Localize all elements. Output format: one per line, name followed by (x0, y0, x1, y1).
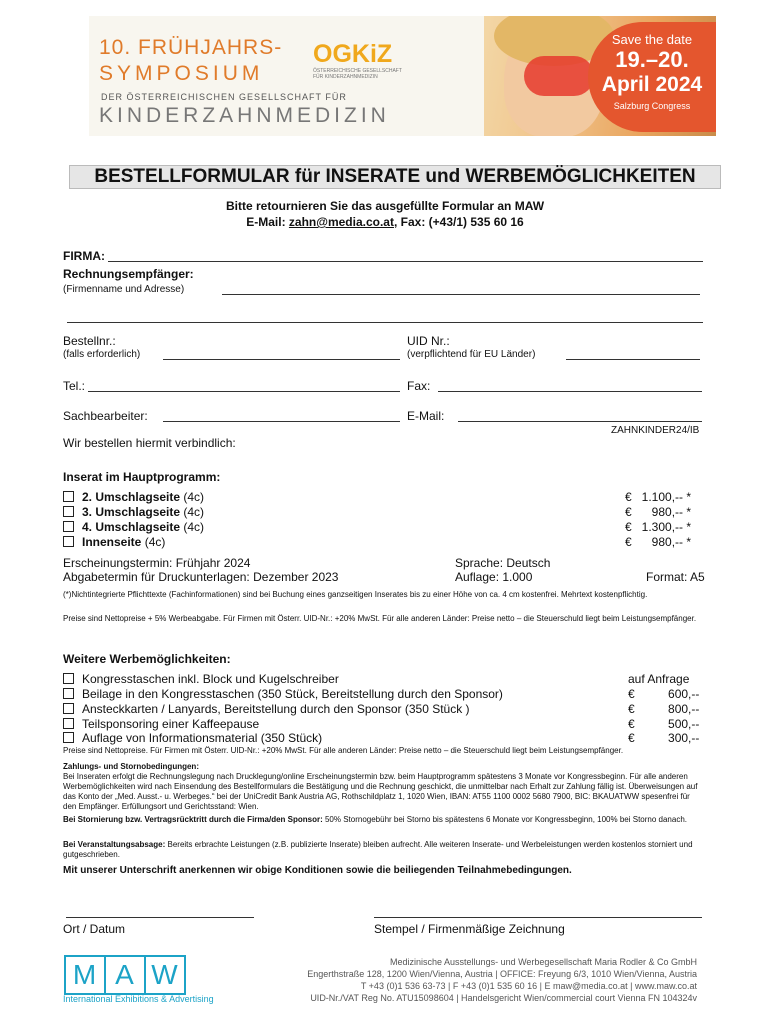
bestellnr-label: Bestellnr.: (63, 334, 116, 348)
email-link[interactable]: zahn@media.co.at (288, 215, 394, 229)
banner-line2: SYMPOSIUM (99, 62, 264, 85)
weitere-option[interactable]: Kongresstaschen inkl. Block und Kugelschreiber (63, 672, 339, 686)
fax-label: Fax: (407, 379, 431, 393)
inserat-price: € 980,-- * (625, 535, 692, 549)
rechnung-field[interactable] (222, 294, 700, 295)
footer-contact: T +43 (0)1 536 63-73 | F +43 (0)1 535 60 16 | E maw@media.co.at | www.maw.co.at (360, 981, 697, 991)
ort-datum-field[interactable] (66, 917, 254, 918)
maw-logo: M A W (64, 955, 186, 995)
format: Format: A5 (646, 570, 705, 584)
sachbearbeiter-field[interactable] (163, 421, 400, 422)
storno-paragraph: Bei Stornierung bzw. Vertragsrücktritt durch die Firma/den Sponsor: 50% Stornogebühr bei Storno bis spätestens 6 Monate vor Kongressbeginn, 100% bei Storno danach. (63, 815, 687, 824)
firma-label: FIRMA: (63, 249, 105, 263)
order-code: ZAHNKINDER24/IB (611, 425, 700, 436)
erscheinungstermin: Erscheinungstermin: Frühjahr 2024 (63, 556, 251, 570)
footer-uid: UID-Nr./VAT Reg No. ATU15098604 | Handelsgericht Wien/commercial court Vienna FN 104324v (310, 993, 697, 1003)
checkbox[interactable] (63, 506, 74, 517)
weitere-price: € 600,-- (628, 687, 700, 701)
absage-paragraph: Bei Veranstaltungsabsage: Bereits erbrachte Leistungen (z.B. publizierte Inserate) bleiben aufrecht. Alle weiteren Inserate- und Werbeleistungen werden kostenlos storniert und gutgeschrieben. (63, 840, 693, 859)
stempel-label: Stempel / Firmenmäßige Zeichnung (374, 922, 565, 936)
footer-company: Medizinische Ausstellungs- und Werbegesellschaft Maria Rodler & Co GmbH (390, 957, 697, 967)
weitere-option[interactable]: Teilsponsoring einer Kaffeepause (63, 717, 259, 731)
event-dates: 19.–20. (615, 47, 689, 72)
rechnung-field-2[interactable] (67, 322, 703, 323)
fax-field[interactable] (438, 391, 702, 392)
email-label: E-Mail: (407, 409, 445, 423)
ogkiz-logo: OGKiZ (313, 40, 393, 68)
save-the-date: Save the date (611, 32, 693, 47)
uid-field[interactable] (566, 359, 700, 360)
weitere-option[interactable]: Auflage von Informationsmaterial (350 Stück) (63, 731, 322, 745)
checkbox[interactable] (63, 732, 74, 743)
sachbearbeiter-label: Sachbearbeiter: (63, 409, 148, 423)
bestellnr-field[interactable] (163, 359, 400, 360)
banner-subtitle: DER ÖSTERREICHISCHEN GESELLSCHAFT FÜR (101, 92, 347, 102)
stempel-field[interactable] (374, 917, 702, 918)
banner-big: KINDERZAHNMEDIZIN (99, 104, 390, 127)
firma-field[interactable] (108, 261, 703, 262)
abgabetermin: Abgabetermin für Druckunterlagen: Dezember 2023 (63, 570, 339, 584)
weitere-price: € 800,-- (628, 702, 700, 716)
verbindlich-text: Wir bestellen hiermit verbindlich: (63, 436, 236, 450)
weitere-option[interactable]: Beilage in den Kongresstaschen (350 Stück, Bereitstellung durch den Sponsor) (63, 687, 503, 701)
event-banner (89, 16, 716, 136)
checkbox[interactable] (63, 718, 74, 729)
checkbox[interactable] (63, 688, 74, 699)
terms-heading: Zahlungs- und Stornobedingungen: (63, 762, 199, 771)
checkbox[interactable] (63, 521, 74, 532)
inserat-price: € 980,-- * (625, 505, 692, 519)
inserat-note-1: (*)Nichtintegrierte Pflichttexte (Fachinformationen) sind bei Buchung eines ganzseitigen Inserates bis zu einer Höhe von ca. 4 cm kostenfrei. Mehrtext kostenpflichtig. (63, 590, 648, 599)
sprache: Sprache: Deutsch (455, 556, 551, 570)
save-the-date-badge (588, 22, 716, 132)
event-venue: Salzburg Congress (613, 101, 691, 111)
event-month: April 2024 (601, 73, 703, 96)
terms-paragraph: Bei Inseraten erfolgt die Rechnungslegung nach Drucklegung/online Erscheinungstermin bzw. beim Hauptprogramm spätestens 3 Monate vor Kongressbeginn. Für alle anderen Werbemöglichkeiten wird nach Einsendung des Bestellformulars die Bestätigung und die Rechnung geschickt, die unmittelbar nach Erhalt zur Zahlung fällig ist. Überweisungen auf das Konto der „Med. Ausst.- u. Werbeges.“ bei der UniCredit Bank Austria AG, Rothschildplatz 1, 1020 Wien, IBAN: AT55 1100 0002 5680 7900, BIC: BKAUATWW spesenfrei für den Empfänger. Erfüllungsort und Gerichtsstand: Wien. (63, 772, 698, 811)
weitere-price: € 300,-- (628, 731, 700, 745)
checkbox[interactable] (63, 536, 74, 547)
maw-caption: International Exhibitions & Advertising (63, 994, 214, 1004)
rechnung-label: Rechnungsempfänger: (63, 267, 194, 281)
footer-address: Engerthstraße 128, 1200 Wien/Vienna, Austria | OFFICE: Freyung 6/3, 1010 Wien/Vienna, Austria (307, 969, 697, 979)
inserat-heading: Inserat im Hauptprogramm: (63, 470, 221, 484)
weitere-price: € 500,-- (628, 717, 700, 731)
tel-field[interactable] (88, 391, 400, 392)
auflage: Auflage: 1.000 (455, 570, 533, 584)
bestellnr-sublabel: (falls erforderlich) (63, 349, 141, 360)
checkbox[interactable] (63, 703, 74, 714)
uid-label: UID Nr.: (407, 334, 450, 348)
contact-line: E-Mail: zahn@media.co.at, Fax: (+43/1) 535 60 16 (246, 215, 524, 229)
rechnung-sublabel: (Firmenname und Adresse) (63, 284, 185, 295)
ort-datum-label: Ort / Datum (63, 922, 126, 936)
email-field[interactable] (458, 421, 702, 422)
acceptance-text: Mit unserer Unterschrift anerkennen wir obige Konditionen sowie die beiliegenden Teilnahmebedingungen. (63, 865, 572, 876)
weitere-price: auf Anfrage (628, 672, 690, 686)
inserat-price: € 1.100,-- * (625, 490, 692, 504)
checkbox[interactable] (63, 673, 74, 684)
uid-sublabel: (verpflichtend für EU Länder) (407, 349, 536, 360)
ogkiz-logo-sub: ÖSTERREICHISCHE GESELLSCHAFT FÜR KINDERZAHNMEDIZIN (313, 68, 402, 80)
inserat-note-2: Preise sind Nettopreise + 5% Werbeabgabe. Für Firmen mit Österr. UID-Nr.: +20% MwSt. Für alle anderen Länder: Preise netto – die Steuerschuld liegt beim Leistungsempfänger. (63, 614, 697, 623)
weitere-option[interactable]: Ansteckkarten / Lanyards, Bereitstellung durch den Sponsor (350 Stück ) (63, 702, 470, 716)
inserat-option[interactable]: 2. Umschlagseite (4c) (63, 490, 204, 504)
weitere-heading: Weitere Werbemöglichkeiten: (63, 652, 231, 666)
tel-label: Tel.: (63, 379, 86, 393)
inserat-option[interactable]: 3. Umschlagseite (4c) (63, 505, 204, 519)
inserat-option[interactable]: Innenseite (4c) (63, 535, 165, 549)
return-instruction: Bitte retournieren Sie das ausgefüllte Formular an MAW (225, 199, 545, 213)
checkbox[interactable] (63, 491, 74, 502)
page-title: BESTELLFORMULAR für INSERATE und WERBEMÖGLICHKEITEN (69, 165, 721, 189)
inserat-price: € 1.300,-- * (625, 520, 692, 534)
banner-line1: 10. FRÜHJAHRS- (99, 36, 283, 59)
footer-info (250, 956, 697, 1004)
weitere-note: Preise sind Nettopreise. Für Firmen mit Österr. UID-Nr.: +20% MwSt. Für alle anderen Länder: Preise netto – die Steuerschuld liegt beim Leistungsempfänger. (63, 746, 624, 755)
inserat-option[interactable]: 4. Umschlagseite (4c) (63, 520, 204, 534)
